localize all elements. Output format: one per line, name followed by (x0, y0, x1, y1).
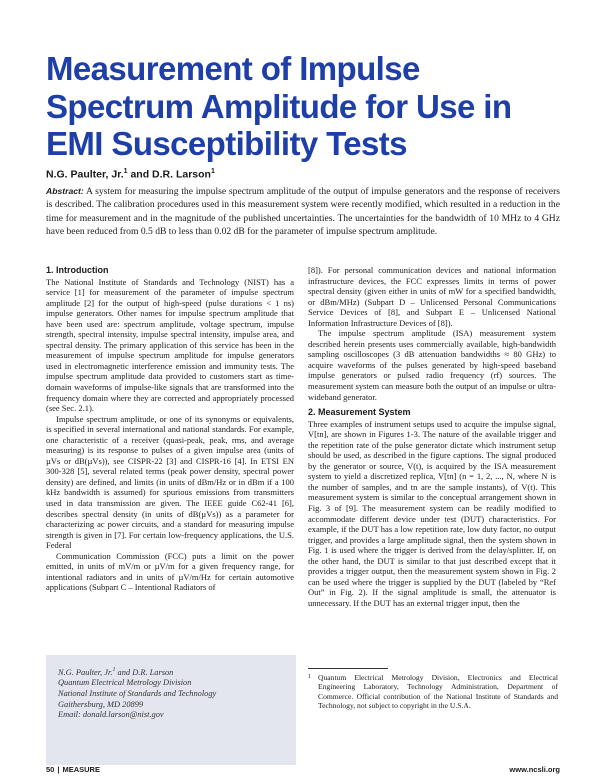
footer-separator: | (57, 765, 60, 774)
abstract (46, 185, 560, 239)
section-heading-measurement-system: 2. Measurement System (308, 407, 411, 418)
body-column-left (46, 265, 294, 593)
author-2: D.R. Larson (152, 168, 211, 181)
footnote-divider (308, 668, 388, 669)
author-info-division: Quantum Electrical Metrology Division (58, 678, 192, 688)
abstract-text: A system for measuring the impulse spectrum amplitude of the output of impulse generators and the response of receivers is described. The calibration procedures used in this measurement system were recently modified, which resulted in a reduction in the time for measurement and in the magnitude of the published uncertainties. The uncertainties for the bandwidth of 10 MHz to 4 GHz have been reduced from 0.5 dB to less than 0.02 dB for the parameter of impulse spectrum amplitude. (46, 186, 560, 238)
author-info-box (46, 655, 296, 765)
page-footer (46, 765, 100, 774)
article-title: Measurement of Impulse Spectrum Amplitude for Use in EMI Susceptibility Tests (46, 50, 512, 162)
footnote-text: Quantum Electrical Metrology Division, Electronics and Electrical Engineering Laboratory, Technology Administration, Department of Commerce. Official contribution of the National Institute of Standards and Technology, not subject to copyright in the U.S.A. (318, 673, 558, 711)
author-line (46, 168, 215, 181)
page-number: 50 (46, 765, 55, 774)
footnote-marker: 1 (308, 674, 311, 680)
section-heading-introduction: 1. Introduction (46, 265, 109, 275)
author-info-institute: National Institute of Standards and Technology (58, 688, 217, 698)
paragraph: [8]). For personal communication devices and national information infrastructure devices, the FCC expresses limits in terms of power spectral density (given either in units of mW for a specified bandwidth, or dBm/MHz) (Subpart D – Unlicensed Personal Communications Service Devices of [8], and Subpart E – Unlicensed National Information Infrastructure Devices of [8]). (308, 265, 556, 328)
author-1-affiliation-marker: 1 (123, 168, 128, 175)
footer-url[interactable]: www.ncsli.org (509, 765, 560, 774)
author-info-email[interactable]: Email: donald.larson@nist.gov (58, 710, 164, 720)
author-1: N.G. Paulter, Jr. (46, 168, 124, 181)
footnote (308, 673, 560, 711)
paragraph: Three examples of instrument setups used to acquire the impulse signal, V[tn], are shown in Figures 1-3. The nature of the available trigger and the repetition rate of the pulse generator dictate which instrument setup should be used, as described in the figure captions. The signal produced by the generator or source, V(t), is acquired by the ISA measurement system to yield a discretized replica, V[tn] (n = 1, 2, ..., N, where N is the number of samples, and tn are the sample instants), of V(t). This measurement system is similar to the conceptual arrangement shown in Fig. 3 of [9]. The measurement system can be readily modified to accommodate different device under test (DUT) characteristics. For example, if the DUT has a low repetition rate, low duty factor, no output trigger, and provides a large amplitude signal, then the system shown in Fig. 1 is used where the trigger is derived from the delay/splitter. If, on the other hand, the DUT is similar to that just described except that it provides a trigger output, then the measurement system shown in Fig. 2 can be used where the trigger is supplied by the DUT (labeled by “Ref Out” in Fig. 2). If the signal amplitude is small, the attenuator is unnecessary. If the DUT has an external trigger input, then the (308, 418, 556, 608)
abstract-label: Abstract: (46, 186, 84, 196)
author-conjunction: and (127, 168, 153, 181)
author-info-names: N.G. Paulter, Jr.$^1$ and D.R. Larson (58, 667, 174, 677)
paragraph: Communication Commission (FCC) puts a limit on the power emitted, in units of mV/m or µV/m for a given frequency range, for intentional radiators and in units of µV/m/Hz for certain automotive applications (Subpart C – Intentional Radiators of (46, 550, 294, 593)
author-info-text (58, 665, 216, 721)
author-info-location: Gaithersburg, MD 20899 (58, 699, 144, 709)
author-2-affiliation-marker: 1 (210, 168, 215, 175)
journal-name: MEASURE (62, 765, 100, 774)
paragraph: The National Institute of Standards and Technology (NIST) has a service [1] for measurement of the parameter of impulse spectrum amplitude [2] for the output of high-speed (pulse durations < 1 ns) impulse generators. Other names for impulse spectrum amplitude that have been used are: spectrum amplitude, voltage spectrum, impulse strength, spectral intensity, impulse spectral intensity, impulse area, and spectral density. The primary application of this service has been in the measurement of impulse spectrum amplitude for impulse generators used in electromagnetic interference emission and immunity tests. The impulse spectrum amplitude data provided to customers start as time-domain waveforms of impulse-like signals that are transformed into the frequency domain where they are corrected and appropriately processed (see Sec. 2.1). (46, 276, 294, 414)
paragraph: Impulse spectrum amplitude, or one of its synonyms or equivalents, is specified in several international and national standards. For example, one characteristic of a receiver (quasi-peak, peak, rms, and average measuring) is its response to pulses of a given impulse area (units of µVs or dB(µVs)), see CISPR-22 [3] and CISPR-16 [4]. In ETSI EN 300-328 [5], several related terms (peak power density, spectral power density) are defined, and limits (in units of dBm/Hz or in dBm if a 100 kHz bandwidth is assumed) for spurious emissions from transmitters used in data transmission are given. The IEEE guide C62-41 [6], describes spectral density (in units of dB(µVs)) as a parameter for characterizing ac power circuits, and a standard for measuring impulse strength is given in [7]. For certain low-frequency applications, the U.S. Federal (46, 413, 294, 551)
paragraph: The impulse spectrum amplitude (ISA) measurement system described herein presents uses commercially available, high-bandwidth sampling oscilloscopes (3 dB attenuation bandwidths ≈ 80 GHz) to acquire waveforms of the pulses generated by high-speed baseband impulse generators or pulsed radio frequency (rf) sources. The measurement system can measure both the output of an impulse or ultra-wideband generator. (308, 328, 556, 402)
body-column-right (308, 265, 556, 609)
